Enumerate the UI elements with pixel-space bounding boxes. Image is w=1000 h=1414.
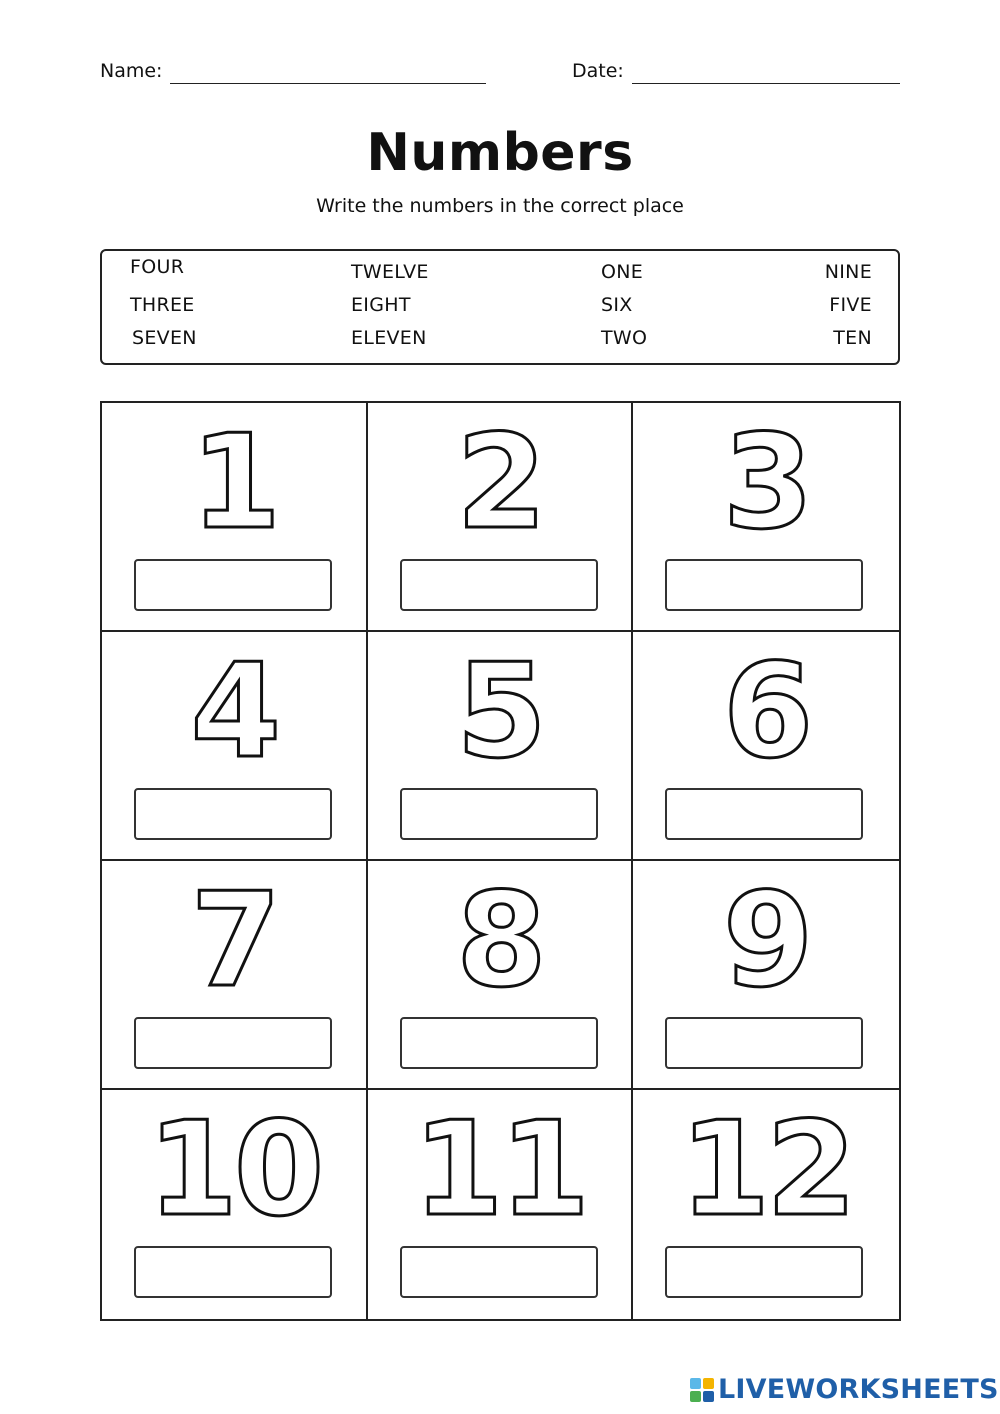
answer-box[interactable] (665, 1017, 863, 1069)
word-bank-item: NINE (824, 261, 872, 283)
word-bank-item: ONE (601, 261, 644, 283)
outlined-numeral: 5 (456, 635, 543, 787)
word-bank-item: ELEVEN (351, 327, 427, 349)
date-input-line[interactable] (632, 61, 900, 84)
brand-logo-icon (690, 1378, 714, 1402)
number-cell (633, 1090, 899, 1319)
number-grid (100, 401, 901, 1321)
answer-box[interactable] (665, 559, 863, 611)
number-cell (368, 861, 634, 1090)
outlined-numeral: 11 (413, 1093, 586, 1245)
number-cell (368, 1090, 634, 1319)
date-label: Date: (572, 60, 624, 82)
number-cell (633, 632, 899, 861)
outlined-numeral: 2 (456, 406, 543, 558)
word-bank-item: THREE (130, 294, 195, 316)
brand-text: LIVEWORKSHEETS (718, 1374, 999, 1405)
number-cell (102, 861, 368, 1090)
name-input-line[interactable] (170, 61, 486, 84)
word-bank-item: TEN (833, 327, 872, 349)
header-row (100, 58, 902, 88)
outlined-numeral: 12 (679, 1093, 853, 1245)
number-cell (633, 403, 899, 632)
outlined-numeral: 9 (722, 864, 810, 1016)
answer-box[interactable] (665, 788, 863, 840)
answer-box[interactable] (400, 1017, 598, 1069)
word-bank-item: TWO (601, 327, 648, 349)
logo-square-icon (690, 1391, 701, 1402)
outlined-numeral: 7 (190, 864, 278, 1016)
word-bank (100, 249, 900, 365)
liveworksheets-logo (690, 1374, 999, 1406)
answer-box[interactable] (134, 788, 332, 840)
word-bank-item: SEVEN (132, 327, 197, 349)
answer-box[interactable] (400, 559, 598, 611)
word-bank-item: EIGHT (351, 294, 411, 316)
outlined-numeral: 1 (190, 406, 278, 558)
name-field (100, 58, 486, 84)
answer-box[interactable] (134, 559, 332, 611)
outlined-numeral: 3 (722, 406, 810, 558)
date-field (572, 58, 900, 84)
logo-square-icon (690, 1378, 701, 1389)
outlined-numeral: 8 (456, 864, 543, 1016)
number-cell (633, 861, 899, 1090)
word-bank-item: FIVE (829, 294, 872, 316)
number-cell (102, 403, 368, 632)
number-cell (102, 1090, 368, 1319)
answer-box[interactable] (665, 1246, 863, 1298)
number-cell (102, 632, 368, 861)
page-subtitle: Write the numbers in the correct place (316, 195, 684, 217)
answer-box[interactable] (400, 1246, 598, 1298)
word-bank-item: TWELVE (351, 261, 429, 283)
answer-box[interactable] (134, 1017, 332, 1069)
answer-box[interactable] (134, 1246, 332, 1298)
page-title: Numbers (366, 123, 634, 183)
number-cell (368, 632, 634, 861)
word-bank-item: SIX (601, 294, 633, 316)
word-bank-item: FOUR (130, 256, 185, 278)
name-label: Name: (100, 60, 163, 82)
logo-square-icon (703, 1391, 714, 1402)
answer-box[interactable] (400, 788, 598, 840)
outlined-numeral: 6 (722, 635, 810, 787)
number-cell (368, 403, 634, 632)
outlined-numeral: 4 (190, 635, 278, 787)
outlined-numeral: 10 (147, 1093, 321, 1245)
logo-square-icon (703, 1378, 714, 1389)
